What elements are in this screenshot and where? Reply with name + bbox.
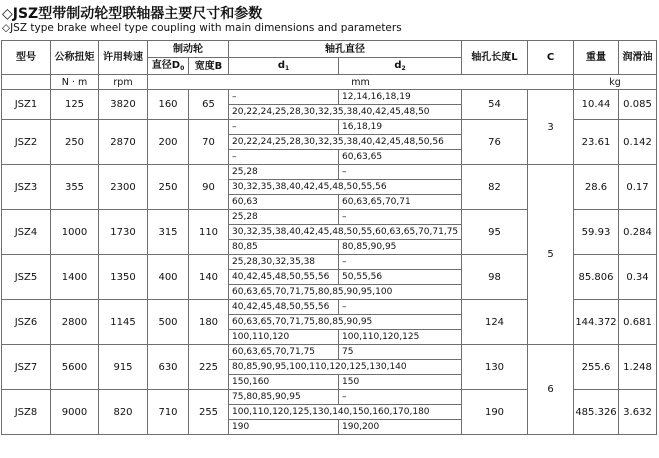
bore-d1-cell: 40,42,45,48,50,55,56 [229, 300, 339, 315]
unit-torque: N · m [51, 75, 99, 90]
diameter-cell: 200 [148, 120, 189, 165]
unit-dims: mm [148, 75, 574, 90]
header-width: 宽度B [189, 58, 229, 75]
model-cell: JSZ3 [2, 165, 51, 210]
width-cell: 225 [189, 345, 229, 390]
width-cell: 70 [189, 120, 229, 165]
diameter-cell: 160 [148, 90, 189, 120]
weight-cell: 10.44 [574, 90, 619, 120]
diameter-cell: 250 [148, 165, 189, 210]
bore-d2-cell: 80,85,90,95 [339, 240, 462, 255]
table-row [2, 90, 657, 105]
unit-speed: rpm [99, 75, 148, 90]
speed-cell: 1350 [99, 255, 148, 300]
length-cell: 130 [462, 345, 528, 390]
unit-weight: kg [574, 75, 657, 90]
torque-cell: 1400 [51, 255, 99, 300]
model-cell: JSZ2 [2, 120, 51, 165]
header-speed: 许用转速 [99, 41, 148, 75]
torque-cell: 1000 [51, 210, 99, 255]
length-cell: 54 [462, 90, 528, 120]
torque-cell: 9000 [51, 390, 99, 435]
lubricant-cell: 3.632 [619, 390, 657, 435]
bore-d1-cell: 25,28 [229, 210, 339, 225]
width-cell: 110 [189, 210, 229, 255]
bore-d1-cell: 20,22,24,25,28,30,32,35,38,40,42,45,48,50 [229, 105, 462, 120]
length-cell: 98 [462, 255, 528, 300]
torque-cell: 125 [51, 90, 99, 120]
header-model: 型号 [2, 41, 51, 75]
bore-d2-cell: 150 [339, 375, 462, 390]
model-cell: JSZ5 [2, 255, 51, 300]
bore-d2-cell: – [339, 300, 462, 315]
width-cell: 180 [189, 300, 229, 345]
length-cell: 76 [462, 120, 528, 165]
torque-cell: 2800 [51, 300, 99, 345]
bore-d1-cell: 30,32,35,38,40,42,45,48,50,55,56 [229, 180, 462, 195]
diameter-cell: 315 [148, 210, 189, 255]
weight-cell: 23.61 [574, 120, 619, 165]
speed-cell: 915 [99, 345, 148, 390]
lubricant-cell: 0.284 [619, 210, 657, 255]
bore-d1-cell: 80,85,90,95,100,110,120,125,130,140 [229, 360, 462, 375]
length-cell: 190 [462, 390, 528, 435]
bore-d1-cell: – [229, 150, 339, 165]
weight-cell: 144.372 [574, 300, 619, 345]
bore-d1-cell: 100,110,120,125,130,140,150,160,170,180 [229, 405, 462, 420]
torque-cell: 355 [51, 165, 99, 210]
diameter-cell: 630 [148, 345, 189, 390]
speed-cell: 2870 [99, 120, 148, 165]
bore-d1-cell: 25,28 [229, 165, 339, 180]
bore-d1-cell: 150,160 [229, 375, 339, 390]
width-cell: 255 [189, 390, 229, 435]
bore-d2-cell: 60,63,65 [339, 150, 462, 165]
weight-cell: 85.806 [574, 255, 619, 300]
page-subtitle: ◇JSZ type brake wheel type coupling with main dimensions and parameters [2, 22, 402, 34]
c-cell: 3 [528, 90, 574, 165]
spec-table [1, 40, 657, 435]
unit-empty [2, 75, 51, 90]
torque-cell: 5600 [51, 345, 99, 390]
bore-d1-cell: 60,63,65,70,71,75 [229, 345, 339, 360]
bore-d1-cell: 80,85 [229, 240, 339, 255]
model-cell: JSZ1 [2, 90, 51, 120]
length-cell: 95 [462, 210, 528, 255]
torque-cell: 250 [51, 120, 99, 165]
table-row [2, 345, 657, 360]
bore-d2-cell: 50,55,56 [339, 270, 462, 285]
width-cell: 140 [189, 255, 229, 300]
speed-cell: 820 [99, 390, 148, 435]
bore-d1-cell: 25,28,30,32,35,38 [229, 255, 339, 270]
c-cell: 6 [528, 345, 574, 435]
width-cell: 65 [189, 90, 229, 120]
bore-d2-cell: – [339, 390, 462, 405]
header-d1: $d_1$ [229, 58, 339, 75]
speed-cell: 3820 [99, 90, 148, 120]
bore-d1-cell: – [229, 90, 339, 105]
speed-cell: 2300 [99, 165, 148, 210]
header-diameter: 直径$D_0$ [148, 58, 189, 75]
header-bore: 轴孔直径 [229, 41, 462, 58]
bore-d1-cell: 60,63 [229, 195, 339, 210]
speed-cell: 1730 [99, 210, 148, 255]
bore-d2-cell: 75 [339, 345, 462, 360]
header-length: 轴孔长度L [462, 41, 528, 75]
header-brake-wheel: 制动轮 [148, 41, 229, 58]
model-cell: JSZ8 [2, 390, 51, 435]
bore-d2-cell: 12,14,16,18,19 [339, 90, 462, 105]
table-row [2, 165, 657, 180]
bore-d1-cell: 20,22,24,25,28,30,32,35,38,40,42,45,48,50,56 [229, 135, 462, 150]
bore-d2-cell: – [339, 165, 462, 180]
weight-cell: 255.6 [574, 345, 619, 390]
lubricant-cell: 0.17 [619, 165, 657, 210]
weight-cell: 59.93 [574, 210, 619, 255]
bore-d1-cell: 190 [229, 420, 339, 435]
model-cell: JSZ6 [2, 300, 51, 345]
weight-cell: 28.6 [574, 165, 619, 210]
bore-d2-cell: – [339, 210, 462, 225]
header-d2: $d_2$ [339, 58, 462, 75]
model-cell: JSZ7 [2, 345, 51, 390]
length-cell: 82 [462, 165, 528, 210]
length-cell: 124 [462, 300, 528, 345]
diameter-cell: 400 [148, 255, 189, 300]
bore-d2-cell: 100,110,120,125 [339, 330, 462, 345]
c-cell: 5 [528, 165, 574, 345]
header-lubricant: 润滑油 [619, 41, 657, 75]
lubricant-cell: 0.085 [619, 90, 657, 120]
bore-d1-cell: 30,32,35,38,40,42,45,48,50,55,60,63,65,70,71,75 [229, 225, 462, 240]
bore-d2-cell: 60,63,65,70,71 [339, 195, 462, 210]
header-c: C [528, 41, 574, 75]
bore-d2-cell: 190,200 [339, 420, 462, 435]
lubricant-cell: 0.34 [619, 255, 657, 300]
width-cell: 90 [189, 165, 229, 210]
bore-d1-cell: 60,63,65,70,71,75,80,85,90,95 [229, 315, 462, 330]
lubricant-cell: 1.248 [619, 345, 657, 390]
header-torque: 公称扭矩 [51, 41, 99, 75]
bore-d2-cell: 16,18,19 [339, 120, 462, 135]
bore-d1-cell: 100,110,120 [229, 330, 339, 345]
bore-d2-cell: – [339, 255, 462, 270]
diameter-cell: 500 [148, 300, 189, 345]
speed-cell: 1145 [99, 300, 148, 345]
bore-d1-cell: 60,63,65,70,71,75,80,85,90,95,100 [229, 285, 462, 300]
diameter-cell: 710 [148, 390, 189, 435]
bore-d1-cell: – [229, 120, 339, 135]
bore-d1-cell: 40,42,45,48,50,55,56 [229, 270, 339, 285]
model-cell: JSZ4 [2, 210, 51, 255]
lubricant-cell: 0.142 [619, 120, 657, 165]
bore-d1-cell: 75,80,85,90,95 [229, 390, 339, 405]
weight-cell: 485.326 [574, 390, 619, 435]
header-weight: 重量 [574, 41, 619, 75]
lubricant-cell: 0.681 [619, 300, 657, 345]
page-title: ◇JSZ型带制动轮型联轴器主要尺寸和参数 [2, 6, 263, 22]
